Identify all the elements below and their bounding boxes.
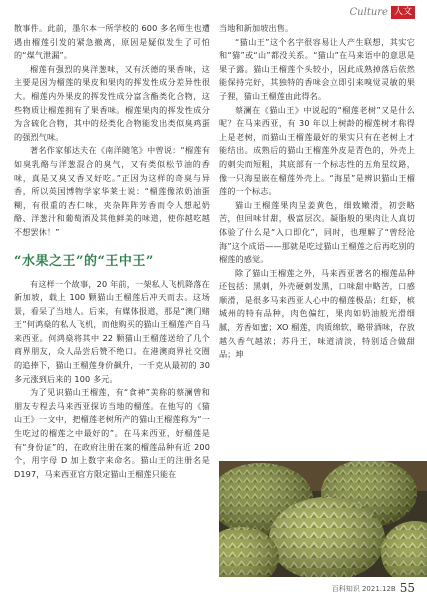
paragraph: 猫山王榴莲果肉呈姜黄色，细致嫩滑，初尝略苦，但回味甘甜，极富层次。凝脂般的果肉让人真切体验了什么是“入口即化”，同时，也理解了“曾经沧海”这个成语——那就是吃过猫山王榴莲之后再吃别的榴莲的感觉。 [219, 199, 415, 265]
paragraph: 散事件。此前，墨尔本一所学校的 600 多名师生也遭遇由榴莲引发的紧急撤离，原因是疑似发生了可怕的“煤气泄漏”。 [14, 23, 210, 61]
right-column [219, 22, 415, 362]
paragraph: 蔡澜在《猫山王》中说起的“榴莲老树”又是什么呢？在马来西亚，有 30 年以上树龄的榴莲树才称得上是老树，而猫山王榴莲最好的果实只有在老树上才能结出。成熟后的猫山王榴莲外皮是青色的，外壳上的刺尖而短粗，其底部有一个标志性的五角星纹路，像一只海星嵌在榴莲外壳上。“海星”是辨识猫山王榴莲的一个标志。 [219, 104, 415, 197]
page-footer [332, 582, 415, 594]
section-label-cn: 人文 [391, 6, 415, 19]
paragraph: 除了猫山王榴莲之外，马来西亚著名的榴莲品种还包括：黑刺，外壳硬刺发黑，口味甜中略苦，口感顺滑，是很多马来西亚人心中的榴莲极品；红虾，槟城州的特有品种，肉色偏红，果肉如奶油般光滑细腻，芳香如蜜；XO 榴莲，肉质绵软，略带酒味，存放越久香气越浓；苏丹王，味道清淡，特别适合做甜品；坤 [219, 267, 415, 360]
paragraph: 榴莲有强烈的臭洋葱味，又有沃德的果香味，这主要是因为榴莲的果皮和果肉的挥发性成分差异性很大。榴莲内外果皮的挥发性成分富含酯类化合物，这些物质让榴莲拥有了果香味。榴莲果肉的挥发性成分为含硫化合物，其中的烃类化合物能发出类似臭鸡蛋的强烈气味。 [14, 63, 210, 142]
paragraph: 当地和新加坡出售。 [219, 23, 294, 33]
paragraph: 为了见识猫山王榴莲，有“食神”美称的蔡澜曾和朋友专程去马来西亚探访当地的榴莲。在他写的《猫山王》一文中，把榴莲老树所产的猫山王榴莲称为“一生吃过的榴莲之中最好的”。在马来西亚，好榴莲是有“身份证”的，在政府注册在案的榴莲品种有近 200 个，用字母 D 加上数字来命名。猫山王的注册名是 D197，马来西亚官方限定猫山王榴莲只能在 [14, 387, 210, 479]
paragraph: 有这样一个故事，20 年前，一架私人飞机降落在新加坡，载上 100 颗猫山王榴莲后冲天而去。这场景，看呆了当地人。后来，有媒体报道，那是“澳门赌王”何鸿燊的私人飞机，而他购买的猫山王榴莲产自马来西亚。何鸿燊将其中 22 颗猫山王榴莲送给了几个商界朋友，众人品尝后赞不绝口。在港澳商界社交圈的追捧下，猫山王榴莲身价飙升，一千克从最初的 30 多元涨到后来的 100 多元。 [14, 278, 210, 384]
durian-photo [219, 461, 427, 577]
left-column [14, 22, 210, 481]
magazine-issue: 百科知识 2021.12B [331, 585, 396, 593]
section-header [350, 6, 415, 19]
page-number: 55 [399, 581, 415, 595]
paragraph: 著名作家郁达夫在《南洋随笔》中曾说：“榴莲有如臭乳酪与洋葱混合的臭气，又有类似松节油的香味，真是又臭又香又好吃。”正因为这样的奇臭与异香，所以英国博物学家华莱士说：“榴莲像浓奶油蛋糊，有很重的杏仁味，夹杂阵阵芳香而令人想起奶酪、洋葱汁和葡萄酒及其他鲜美的味道，使你越吃越不想罢休！” [14, 145, 210, 237]
paragraph: “猫山王”这个名字很容易让人产生联想，其实它和“猫”或“山”都没关系。“猫山”在马来语中的意思是果子露。猫山王榴莲个头较小，因此成熟掉落后依然能保持完好，其独特的香味会立即引来嗅觉灵敏的果子狸，猫山王榴莲由此得名。 [219, 36, 415, 101]
section-heading: “水果之王”的“王中王” [14, 253, 154, 269]
section-label-en: Culture [349, 7, 388, 18]
